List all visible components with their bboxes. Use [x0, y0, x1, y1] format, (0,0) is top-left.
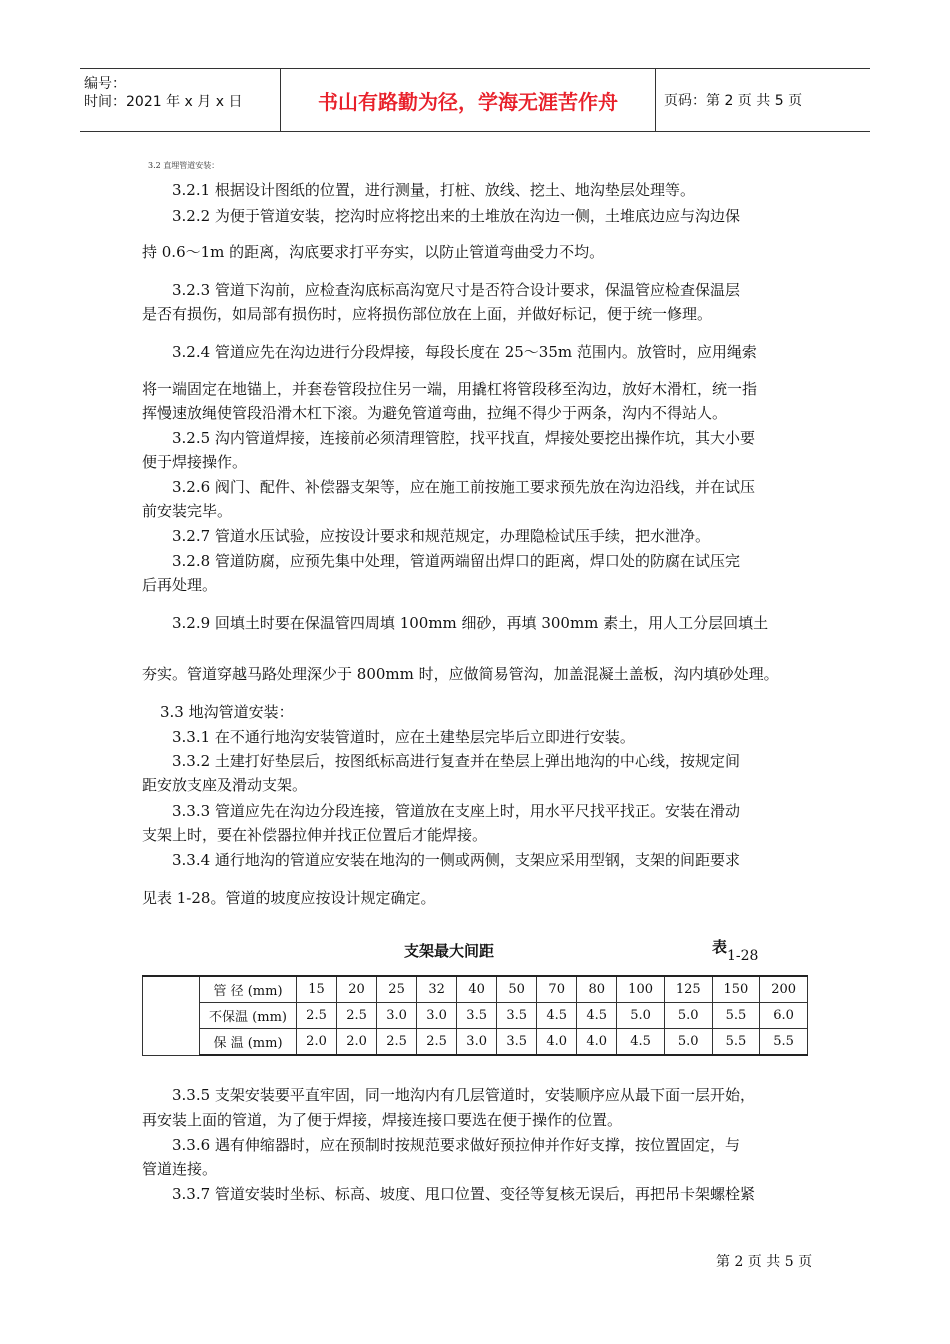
header-page-number: 页码：第 2 页 共 5 页 — [664, 93, 803, 109]
table-cell: 25 — [377, 976, 417, 1003]
table-number — [712, 936, 759, 964]
paragraph-line: 前安装完毕。 — [142, 502, 233, 520]
paragraph-line: 见表 1-28。管道的坡度应按设计规定确定。 — [142, 889, 436, 907]
paragraph-line: 3.2.3 管道下沟前，应检查沟底标高沟宽尺寸是否符合设计要求，保温管应检查保温层 — [172, 281, 740, 299]
paragraph-line: 将一端固定在地锚上，并套卷管段拉住另一端，用撬杠将管段移至沟边，放好木滑杠，统一指 — [142, 380, 758, 398]
table-cell: 5.5 — [760, 1029, 808, 1056]
table-cell: 32 — [417, 976, 457, 1003]
paragraph-line: 3.3.3 管道应先在沟边分段连接，管道放在支座上时，用水平尺找平找正。安装在滑动 — [172, 802, 740, 820]
support-spacing-table — [142, 975, 808, 1056]
table-cell: 20 — [337, 976, 377, 1003]
paragraph-line: 管道连接。 — [142, 1160, 218, 1178]
table-cell: 80 — [577, 976, 617, 1003]
document-number-label: 编号： — [84, 76, 126, 92]
row-label-pipe-diameter: 管 径 (mm) — [200, 976, 297, 1003]
table-cell: 200 — [760, 976, 808, 1003]
table-cell: 3.0 — [417, 1003, 457, 1029]
paragraph-line: 是否有损伤，如局部有损伤时，应将损伤部位放在上面，并做好标记，便于统一修理。 — [142, 305, 713, 323]
table-cell: 5.5 — [712, 1003, 760, 1029]
paragraph-line: 便于焊接操作。 — [142, 453, 248, 471]
paragraph-line: 3.2.4 管道应先在沟边进行分段焊接，每段长度在 25～35m 范围内。放管时，应用绳索 — [172, 343, 757, 361]
table-cell: 2.5 — [417, 1029, 457, 1056]
table-row — [143, 976, 808, 1003]
table-cell: 4.0 — [537, 1029, 577, 1056]
paragraph-line: 3.3.1 在不通行地沟安装管道时，应在土建垫层完毕后立即进行安装。 — [172, 728, 635, 746]
table-cell: 2.5 — [297, 1003, 337, 1029]
table-cell: 4.5 — [537, 1003, 577, 1029]
table-cell: 2.5 — [337, 1003, 377, 1029]
paragraph-line: 持 0.6～1m 的距离，沟底要求打平夯实，以防止管道弯曲受力不均。 — [142, 243, 605, 261]
header-motto: 书山有路勤为径，学海无涯苦作舟 — [281, 69, 656, 131]
table-cell: 4.0 — [577, 1029, 617, 1056]
paragraph-line: 夯实。管道穿越马路处理深少于 800mm 时，应做简易管沟，加盖混凝土盖板，沟内填砂处理。 — [142, 665, 779, 683]
table-cell: 50 — [497, 976, 537, 1003]
table-cell: 3.5 — [457, 1003, 497, 1029]
section-note: 3.2 直埋管道安装： — [148, 161, 220, 170]
table-cell: 5.0 — [617, 1003, 665, 1029]
table-cell: 5.0 — [664, 1003, 712, 1029]
paragraph-line: 3.3.2 土建打好垫层后，按图纸标高进行复查并在垫层上弹出地沟的中心线，按规定间 — [172, 752, 740, 770]
paragraph-line: 挥慢速放绳使管段沿滑木杠下滚。为避免管道弯曲，拉绳不得少于两条，沟内不得站人。 — [142, 404, 728, 422]
paragraph-line: 3.2.9 回填土时要在保温管四周填 100mm 细砂，再填 300mm 素土，用人工分层回填土 — [172, 614, 769, 632]
table-cell: 15 — [297, 976, 337, 1003]
paragraph-line: 3.2.2 为便于管道安装，挖沟时应将挖出来的土堆放在沟边一侧，土堆底边应与沟边保 — [172, 207, 740, 225]
paragraph-line: 再安装上面的管道，为了便于焊接，焊接连接口要选在便于操作的位置。 — [142, 1111, 623, 1129]
table-cell: 100 — [617, 976, 665, 1003]
table-cell: 3.0 — [377, 1003, 417, 1029]
page-footer: 第 2 页 共 5 页 — [716, 1254, 813, 1270]
date-label: 时间：2021 年 x 月 x 日 — [84, 94, 243, 110]
table-blank-cell — [143, 976, 200, 1055]
table-cell: 2.0 — [297, 1029, 337, 1056]
table-row — [143, 1029, 808, 1056]
table-cell: 3.5 — [497, 1029, 537, 1056]
table-cell: 2.5 — [377, 1029, 417, 1056]
paragraph-line: 3.2.6 阀门、配件、补偿器支架等，应在施工前按施工要求预先放在沟边沿线，并在试压 — [172, 478, 755, 496]
paragraph-line: 3.3.5 支架安装要平直牢固，同一地沟内有几层管道时，安装顺序应从最下面一层开始， — [172, 1086, 755, 1104]
table-number-prefix: 表 — [712, 938, 728, 956]
table-cell: 70 — [537, 976, 577, 1003]
table-cell: 3.5 — [497, 1003, 537, 1029]
row-label-uninsulated: 不保温 (mm) — [200, 1003, 297, 1029]
paragraph-line: 3.3.4 通行地沟的管道应安装在地沟的一侧或两侧，支架应采用型钢，支架的间距要求 — [172, 851, 740, 869]
table-cell: 6.0 — [760, 1003, 808, 1029]
table-cell: 5.5 — [712, 1029, 760, 1056]
table-row — [143, 1003, 808, 1029]
table-cell: 3.0 — [457, 1029, 497, 1056]
table-cell: 5.0 — [664, 1029, 712, 1056]
page-header — [80, 68, 870, 132]
table-cell: 4.5 — [617, 1029, 665, 1056]
paragraph-line: 3.2.1 根据设计图纸的位置，进行测量，打桩、放线、挖土、地沟垫层处理等。 — [172, 181, 695, 199]
table-cell: 2.0 — [337, 1029, 377, 1056]
paragraph-line: 后再处理。 — [142, 576, 218, 594]
paragraph-line: 3.2.5 沟内管道焊接，连接前必须清理管腔，找平找直，焊接处要挖出操作坑，其大小要 — [172, 429, 755, 447]
paragraph-line: 3.2.8 管道防腐，应预先集中处理，管道两端留出焊口的距离，焊口处的防腐在试压完 — [172, 552, 740, 570]
paragraph-line: 支架上时，要在补偿器拉伸并找正位置后才能焊接。 — [142, 826, 488, 844]
header-left-cell — [80, 69, 281, 131]
table-cell: 150 — [712, 976, 760, 1003]
table-number-value: 1-28 — [727, 948, 759, 964]
paragraph-line: 距安放支座及滑动支架。 — [142, 776, 308, 794]
table-cell: 4.5 — [577, 1003, 617, 1029]
table-cell: 40 — [457, 976, 497, 1003]
paragraph-line: 3.2.7 管道水压试验，应按设计要求和规范规定，办理隐检试压手续，把水泄净。 — [172, 527, 710, 545]
paragraph-line: 3.3.6 遇有伸缩器时，应在预制时按规范要求做好预拉伸并作好支撑，按位置固定，与 — [172, 1136, 740, 1154]
table-cell: 125 — [664, 976, 712, 1003]
paragraph-line: 3.3.7 管道安装时坐标、标高、坡度、甩口位置、变径等复核无误后，再把吊卡架螺栓紧 — [172, 1185, 755, 1203]
row-label-insulated: 保 温 (mm) — [200, 1029, 297, 1056]
paragraph-line: 3.3 地沟管道安装： — [160, 703, 294, 721]
table-title: 支架最大间距 — [404, 942, 495, 960]
